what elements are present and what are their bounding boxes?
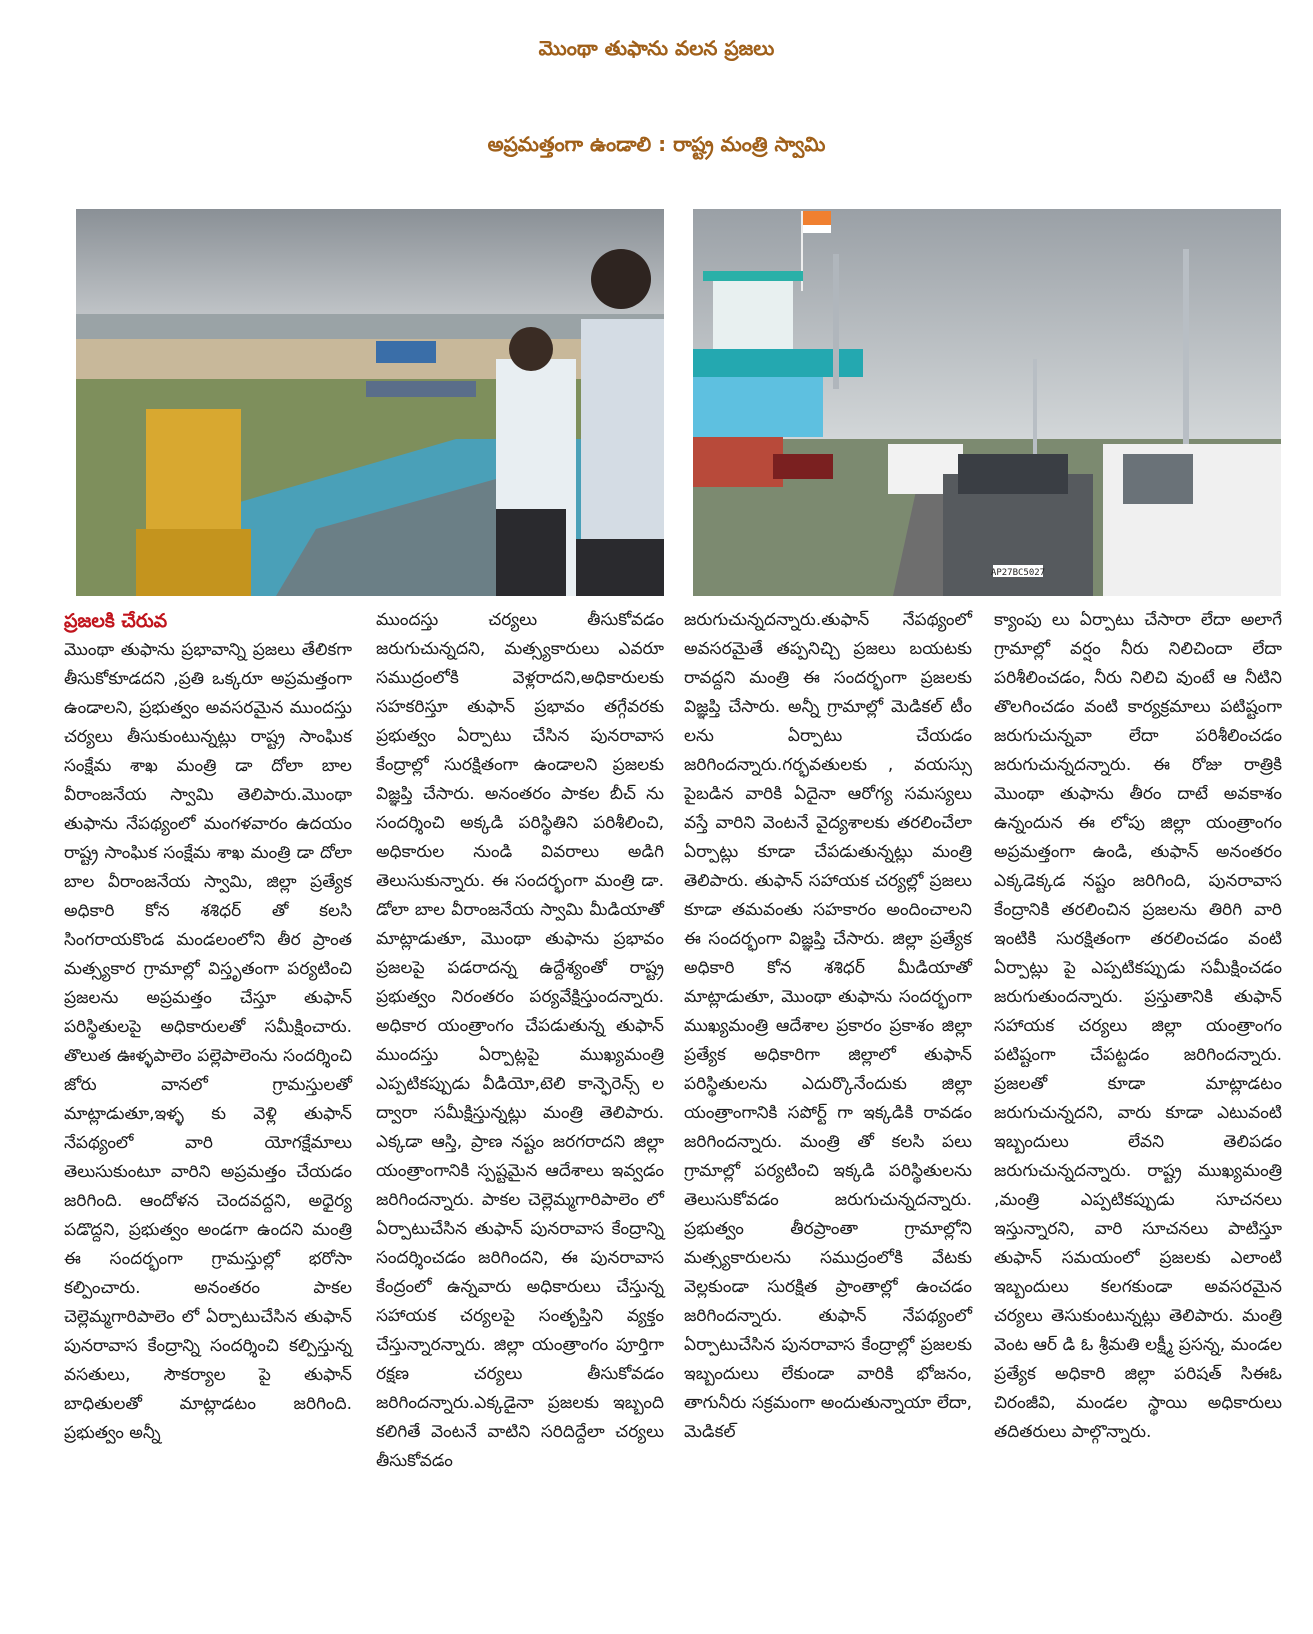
article-column-4 — [994, 606, 1282, 1447]
article-column-2 — [376, 606, 664, 1476]
article-column-1 — [64, 606, 352, 1448]
headline-line-2: అప్రమత్తంగా ఉండాలి : రాష్ట్ర మంత్రి స్వామి — [487, 132, 826, 156]
number-plate: AP27BC5027 — [990, 568, 1046, 578]
minister-at-beach-photo — [76, 209, 664, 596]
article-column-2-text: ముందస్తు చర్యలు తీసుకోవడం జరుగుచున్నదని, మత్స్యకారులు ఎవరూ సముద్రంలోకి వెళ్లరాదని,అధికారులకు సహకరిస్తూ తుఫాన్ ప్రభావం తగ్గేవరకు ప్రభుత్వం ఏర్పాటు చేసిన పునరావాస కేంద్రాల్లో సురక్షితంగా ఉండాలని ప్రజలకు విజ్ఞప్తి చేసారు. అనంతరం పాకల బీచ్ ను సందర్శించి అక్కడి పరిస్థితిని పరిశీలించి, అధికారుల నుండి వివరాలు అడిగి తెలుసుకున్నారు. ఈ సందర్భంగా మంత్రి డా. డోలా బాల వీరాంజనేయ స్వామి మీడియాతో మాట్లాడుతూ, మొంథా తుఫాను ప్రభావం ప్రజలపై పడరాదన్న ఉద్దేశ్యంతో రాష్ట్ర ప్రభుత్వం నిరంతరం పర్యవేక్షిస్తుందన్నారు. అధికార యంత్రాంగం చేపడుతున్న తుఫాన్ ముందస్తు ఏర్పాట్లపై ముఖ్యమంత్రి ఎప్పటికప్పుడు వీడియో,టెలి కాన్ఫెరెన్స్ ల ద్వారా సమీక్షిస్తున్నట్లు మంత్రి తెలిపారు. ఎక్కడా ఆస్తి, ప్రాణ నష్టం జరగరాదని జిల్లా యంత్రాంగానికి స్పష్టమైన ఆదేశాలు ఇవ్వడం జరిగిందన్నారు. పాకల చెల్లెమ్మగారిపాలెం లో ఏర్పాటుచేసిన తుఫాన్ పునరావాస కేంద్రాన్ని సందర్శించడం జరిగిందని, ఈ పునరావాస కేంద్రంలో ఉన్నవారు అధికారులు చేస్తున్న సహాయక చర్యలపై సంతృప్తిని వ్యక్తం చేస్తున్నారన్నారు. జిల్లా యంత్రాంగం పూర్తిగా రక్షణ చర్యలు తీసుకోవడం జరిగిందన్నారు.ఎక్కడైనా ప్రజలకు ఇబ్బంది కలిగితే వెంటనే వాటిని సరిదిద్దేలా చర్యలు తీసుకోవడం — [376, 610, 664, 1471]
article-subhead: ప్రజలకి చేరువ — [64, 610, 168, 632]
article-column-3-text: జరుగుచున్నదన్నారు.తుఫాన్ నేపథ్యంలో అవసరమైతే తప్పనిచ్చి ప్రజలు బయటకు రావద్దని మంత్రి ఈ సందర్భంగా ప్రజలకు విజ్ఞప్తి చేసారు. అన్నీ గ్రామాల్లో మెడికల్ టీం లను ఏర్పాటు చేయడం జరిగిందన్నారు.గర్భవతులకు , వయస్సు పైబడిన వారికి ఏదైనా ఆరోగ్య సమస్యలు వస్తే వారిని వెంటనే వైద్యశాలకు తరలించేలా ఏర్పాట్లు కూడా చేపడుతున్నట్లు మంత్రి తెలిపారు. తుఫాన్ సహాయక చర్యల్లో ప్రజలు కూడా తమవంతు సహకారం అందించాలని ఈ సందర్భంగా విజ్ఞప్తి చేసారు. జిల్లా ప్రత్యేక అధికారి కోన శశిధర్ మీడియాతో మాట్లాడుతూ, మొంథా తుఫాను సందర్భంగా ముఖ్యమంత్రి ఆదేశాల ప్రకారం ప్రకాశం జిల్లా ప్రత్యేక అధికారిగా జిల్లాలో తుఫాన్ పరిస్థితులను ఎదుర్కొనేందుకు జిల్లా యంత్రాంగానికి సపోర్ట్ గా ఇక్కడికి రావడం జరిగిందన్నారు. మంత్రి తో కలసి పలు గ్రామాల్లో పర్యటించి ఇక్కడి పరిస్థితులను తెలుసుకోవడం జరుగుచున్నదన్నారు. ప్రభుత్వం తీరప్రాంతా గ్రామాల్లోని మత్స్యకారులను సముద్రంలోకి వేటకు వెల్లకుండా సురక్షిత ప్రాంతాల్లో ఉంచడం జరిగిందన్నారు. తుఫాన్ నేపథ్యంలో ఏర్పాటుచేసిన పునరావాస కేంద్రాల్లో ప్రజలకు ఇబ్బందులు లేకుండా వారికి భోజనం, తాగునీరు సక్రమంగా అందుతున్నాయా లేదా, మెడికల్ — [684, 610, 972, 1442]
headline-line-1: మొంథా తుఫాను వలన ప్రజలు — [538, 36, 775, 60]
article-column-3 — [684, 606, 972, 1447]
article-column-1-text: మొంథా తుఫాను ప్రభావాన్ని ప్రజలు తేలికగా తీసుకోకూడదని ,ప్రతి ఒక్కరూ అప్రమత్తంగా ఉండాలని, ప్రభుత్వం అవసరమైన ముందస్తు చర్యలు తీసుకుంటున్నట్లు రాష్ట్ర సాంఘిక సంక్షేమ శాఖ మంత్రి డా దోలా బాల వీరాంజనేయ స్వామి తెలిపారు.మొంథా తుఫాను నేపథ్యంలో మంగళవారం ఉదయం రాష్ట్ర సాంఘిక సంక్షేమ శాఖ మంత్రి డా దోలా బాల వీరాంజనేయ స్వామి, జిల్లా ప్రత్యేక అధికారి కోన శశిధర్ తో కలసి సింగరాయకొండ మండలంలోని తీర ప్రాంత మత్స్యకార గ్రామాల్లో విస్తృతంగా పర్యటించి ప్రజలను అప్రమత్తం చేస్తూ తుఫాన్ పరిస్థితులపై అధికారులతో సమీక్షించారు. తొలుత ఊళ్ళపాలెం పల్లెపాలెంను సందర్శించి జోరు వానలో గ్రామస్తులతో మాట్లాడుతూ,ఇళ్ళ కు వెళ్లి తుఫాన్ నేపథ్యంలో వారి యోగక్షేమాలు తెలుసుకుంటూ వారిని అప్రమత్తం చేయడం జరిగింది. ఆందోళన చెందవద్దని, అధైర్య పడొద్దని, ప్రభుత్వం అండగా ఉందని మంత్రి ఈ సందర్భంగా గ్రామస్తుల్లో భరోసా కల్పించారు. అనంతరం పాకల చెల్లెమ్మగారిపాలెం లో ఏర్పాటుచేసిన తుఫాన్ పునరావాస కేంద్రాన్ని సందర్శించి కల్పిస్తున్న వసతులు, సౌకర్యాల పై తుఫాన్ బాధితులతో మాట్లాడటం జరిగింది. ప్రభుత్వం అన్నీ — [64, 640, 352, 1443]
article-column-4-text: క్యాంపు లు ఏర్పాటు చేసారా లేదా అలాగే గ్రామాల్లో వర్షం నీరు నిలిచిందా లేదా పరిశీలించడం, నీరు నిలిచి వుంటే ఆ నీటిని తొలగించడం వంటి కార్యక్రమాలు పటిష్టంగా జరుగుచున్నవా లేదా పరిశీలించడం జరుగుచున్నదన్నారు. ఈ రోజు రాత్రికి మొంథా తుఫాను తీరం దాటే అవకాశం ఉన్నందున ఈ లోపు జిల్లా యంత్రాంగం అప్రమత్తంగా ఉండి, తుఫాన్ అనంతరం ఎక్కడెక్కడ నష్టం జరిగింది, పునరావాస కేంద్రానికి తరలించిన ప్రజలను తిరిగి వారి ఇంటికి సురక్షితంగా తరలించడం వంటి ఏర్పాట్లు పై ఎప్పటికప్పుడు సమీక్షించడం జరుగుతుందన్నారు. ప్రస్తుతానికి తుఫాన్ సహాయక చర్యలు జిల్లా యంత్రాంగం పటిష్టంగా చేపట్టడం జరిగిందన్నారు. ప్రజలతో కూడా మాట్లాడటం జరుగుచున్నదని, వారు కూడా ఎటువంటి ఇబ్బందులు లేవని తెలిపడం జరుగుచున్నదన్నారు. రాష్ట్ర ముఖ్యమంత్రి ,మంత్రి ఎప్పటికప్పుడు సూచనలు ఇస్తున్నారని, వారి సూచనలు పాటిస్తూ తుఫాన్ సమయంలో ప్రజలకు ఎలాంటి ఇబ్బందులు కలగకుండా అవసరమైన చర్యలు తెసుకుంటున్నట్లు తెలిపారు. మంత్రి వెంట ఆర్ డి ఓ శ్రీమతి లక్ష్మీ ప్రసన్న, మండల ప్రత్యేక అధికారి జిల్లా పరిషత్ సిఈఓ చిరంజీవి, మండల స్థాయి అధికారులు తదితరులు పాల్గొన్నారు. — [994, 610, 1282, 1442]
rehabilitation-center-photo — [693, 209, 1281, 596]
